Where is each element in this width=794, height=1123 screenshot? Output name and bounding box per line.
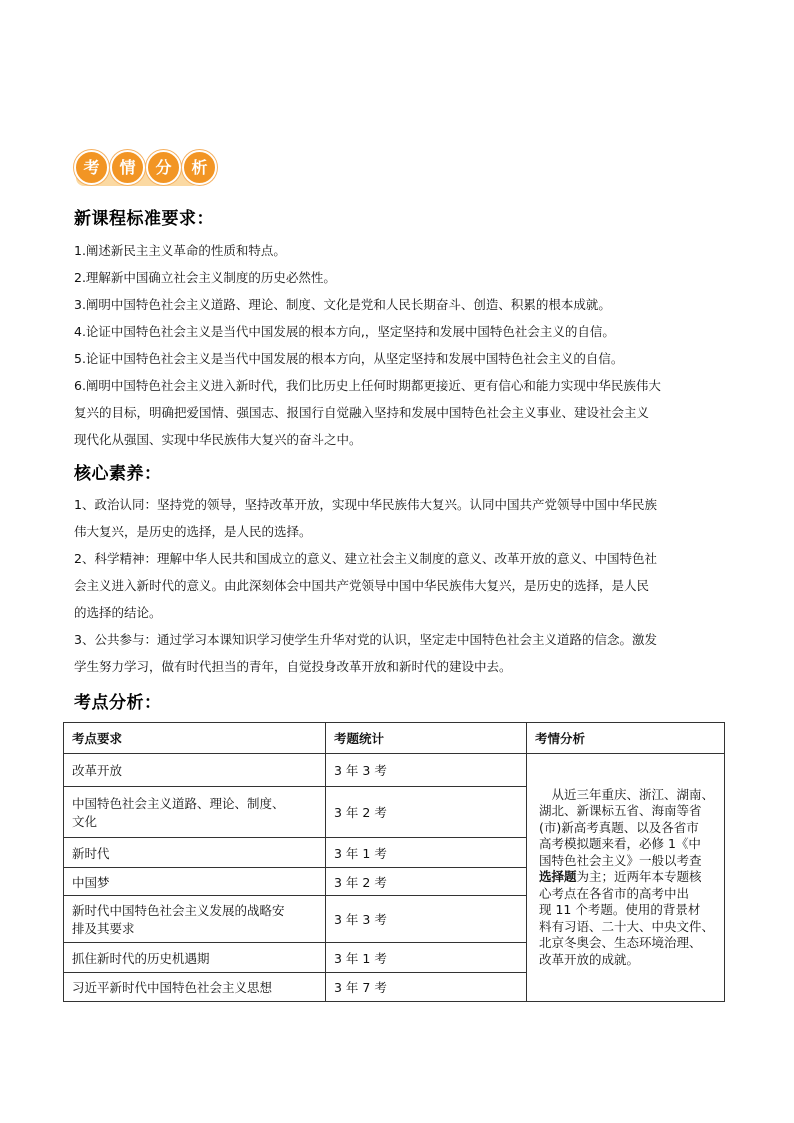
list-item-continued: 现代化从强国、实现中华民族伟大复兴的奋斗之中。	[74, 432, 362, 447]
list-item-continued: 会主义进入新时代的意义。由此深刻体会中国共产党领导中国中华民族伟大复兴，是历史的选择，是人民	[74, 578, 650, 593]
requirement-text: 中国梦	[72, 874, 110, 890]
list-item: 2.理解新中国确立社会主义制度的历史必然性。	[74, 270, 336, 285]
analysis-cell	[527, 754, 725, 1002]
column-header: 考题统计	[326, 723, 527, 754]
requirement-cell	[64, 868, 326, 896]
analysis-line: 高考模拟题来看，必修 1《中	[539, 836, 701, 852]
list-item-continued: 学生努力学习，做有时代担当的青年，自觉投身改革开放和新时代的建设中去。	[74, 659, 512, 674]
requirement-cell	[64, 896, 326, 943]
requirement-text: 改革开放	[72, 763, 123, 778]
section-heading-core-literacy: 核心素养：	[74, 464, 162, 484]
banner-char: 分	[146, 150, 181, 185]
requirement-text: 中国特色社会主义道路、理论、制度、	[72, 796, 285, 811]
statistic-cell: 3 年 3 考	[326, 754, 527, 787]
column-header: 考情分析	[527, 723, 725, 754]
requirement-text: 排及其要求	[72, 921, 135, 936]
statistic-cell: 3 年 7 考	[326, 973, 527, 1002]
list-item-continued: 伟大复兴，是历史的选择，是人民的选择。	[74, 524, 312, 539]
analysis-line: 北京冬奥会、生态环境治理、	[539, 935, 702, 951]
analysis-line: 料有习语、二十大、中央文件、	[539, 918, 715, 934]
requirement-text: 抓住新时代的历史机遇期	[72, 950, 210, 966]
list-item: 4.论证中国特色社会主义是当代中国发展的根本方向,，坚定坚持和发展中国特色社会主义的自信。	[74, 324, 615, 339]
standards-list	[74, 237, 724, 453]
statistic-cell: 3 年 1 考	[326, 943, 527, 973]
banner-char: 析	[182, 150, 217, 185]
exam-points-table	[63, 722, 725, 1002]
analysis-line: 从近三年重庆、浙江、湖南、	[539, 786, 715, 802]
requirement-cell	[64, 838, 326, 868]
requirement-text: 文化	[72, 814, 98, 829]
analysis-line: (市)新高考真题、以及各省市	[539, 819, 699, 835]
list-item: 3、公共参与：通过学习本课知识学习使学生升华对党的认识，坚定走中国特色社会主义道路的信念。激发	[74, 632, 657, 647]
table-row	[64, 754, 725, 787]
statistic-cell: 3 年 1 考	[326, 838, 527, 868]
analysis-line: 湖北、新课标五省、海南等省	[539, 803, 702, 819]
list-item: 5.论证中国特色社会主义是当代中国发展的根本方向，从坚定坚持和发展中国特色社会主义的自信。	[74, 351, 624, 366]
requirement-text: 新时代中国特色社会主义发展的战略安	[72, 903, 285, 918]
list-item: 2、科学精神：理解中华人民共和国成立的意义、建立社会主义制度的意义、改革开放的意义、中国特色社	[74, 551, 657, 566]
requirement-text: 新时代	[72, 845, 110, 861]
analysis-line: 国特色社会主义》一般以考查	[539, 852, 702, 868]
analysis-line: 改革开放的成就。	[539, 951, 640, 967]
analysis-line: 现 11 个考题。使用的背景材	[539, 902, 701, 918]
section-heading-standards: 新课程标准要求：	[74, 209, 214, 229]
statistic-cell: 3 年 2 考	[326, 868, 527, 896]
exam-analysis-banner	[74, 150, 208, 188]
requirement-cell	[64, 943, 326, 973]
statistic-cell: 3 年 3 考	[326, 896, 527, 943]
list-item: 1、政治认同：坚持党的领导，坚持改革开放，实现中华民族伟大复兴。认同中国共产党领导中国中华民族	[74, 497, 657, 512]
list-item: 3.阐明中国特色社会主义道路、理论、制度、文化是党和人民长期奋斗、创造、积累的根本成就。	[74, 297, 611, 312]
analysis-emphasis: 选择题	[539, 869, 577, 885]
statistic-cell: 3 年 2 考	[326, 787, 527, 838]
column-header: 考点要求	[64, 723, 326, 754]
banner-char: 考	[74, 150, 109, 185]
analysis-line: 为主；近两年本专题核	[576, 869, 702, 885]
requirement-cell	[64, 787, 326, 838]
list-item-continued: 的选择的结论。	[74, 605, 162, 620]
table-header-row	[64, 723, 725, 754]
core-literacy-list	[74, 491, 724, 680]
requirement-text: 习近平新时代中国特色社会主义思想	[72, 980, 273, 995]
list-item: 6.阐明中国特色社会主义进入新时代，我们比历史上任何时期都更接近、更有信心和能力实现中华民族伟大	[74, 378, 661, 393]
banner-char: 情	[110, 150, 145, 185]
list-item-continued: 复兴的目标，明确把爱国情、强国志、报国行自觉融入坚持和发展中国特色社会主义事业、建设社会主义	[74, 405, 650, 420]
section-heading-exam-points: 考点分析：	[74, 693, 162, 713]
requirement-cell	[64, 973, 326, 1002]
analysis-line: 心考点在各省市的高考中出	[539, 885, 690, 901]
requirement-cell	[64, 754, 326, 787]
list-item: 1.阐述新民主主义革命的性质和特点。	[74, 243, 286, 258]
